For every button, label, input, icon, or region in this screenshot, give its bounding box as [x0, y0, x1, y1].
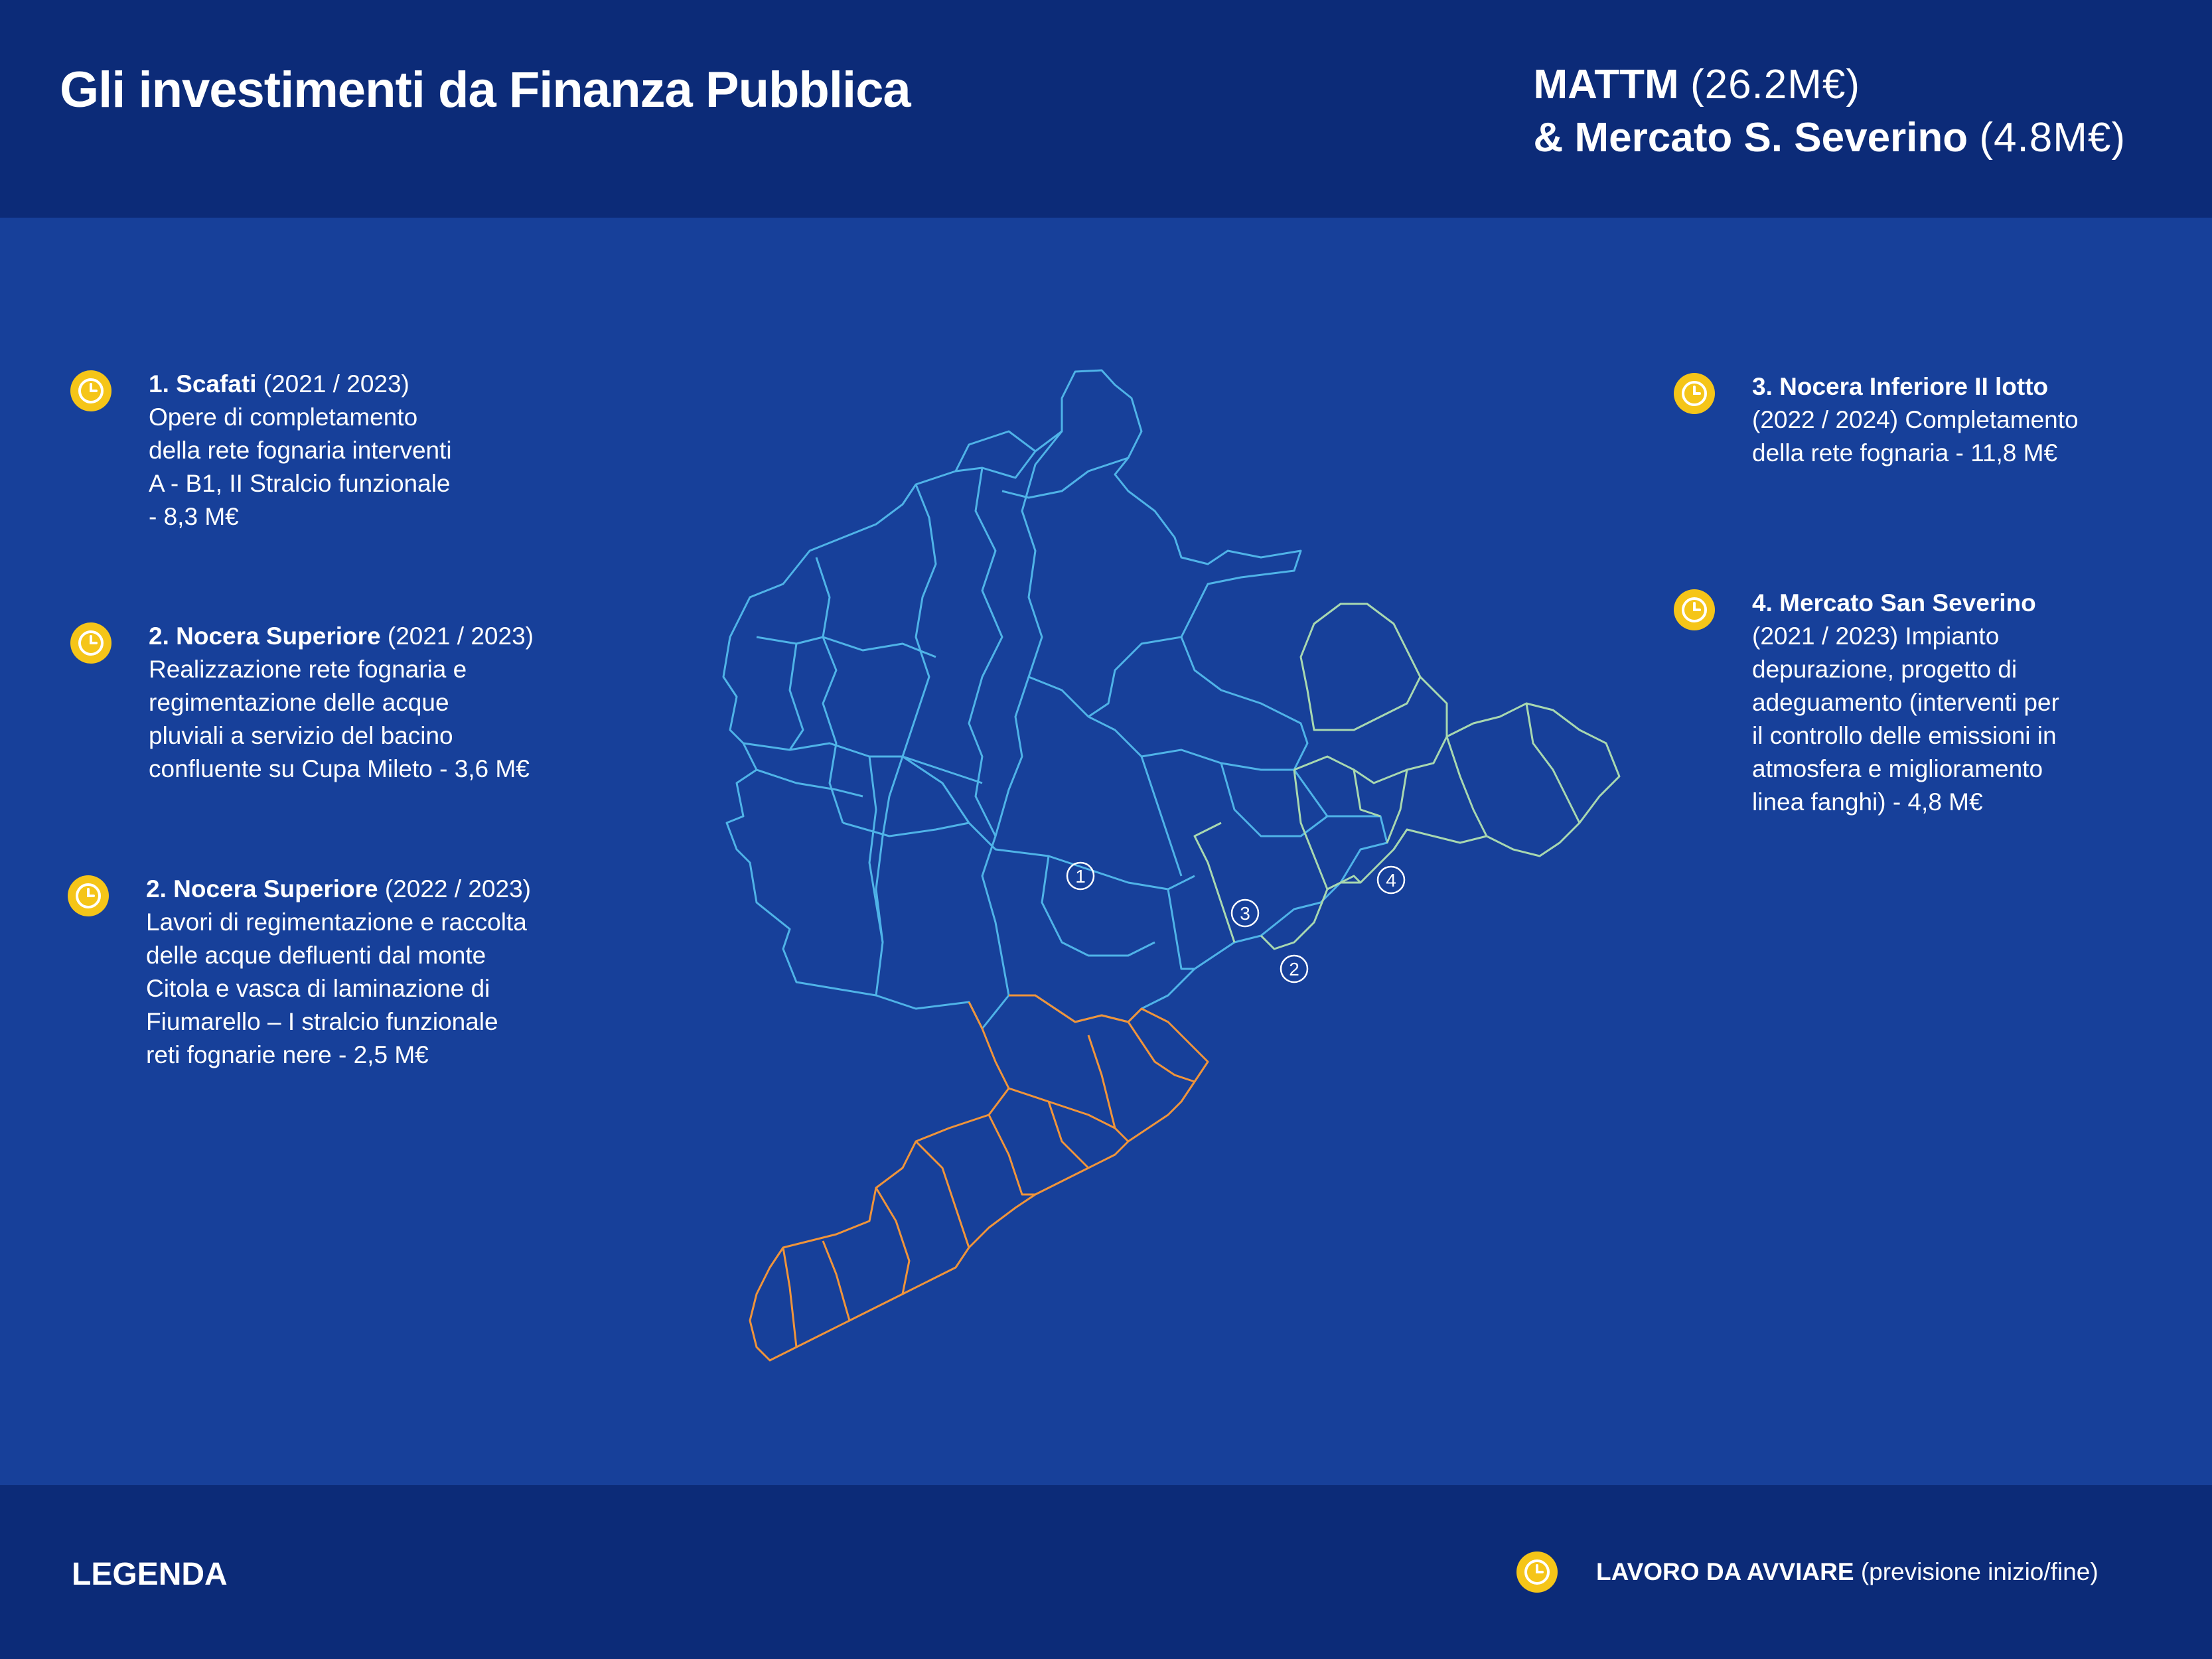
map-region-green — [1195, 604, 1619, 949]
project-text — [149, 368, 627, 534]
map-region-orange — [717, 995, 1208, 1394]
project-item-2 — [149, 620, 627, 786]
clock-icon — [1674, 589, 1715, 630]
project-desc-line: della rete fognaria - 11,8 M€ — [1752, 439, 2058, 467]
project-desc-line: regimentazione delle acque — [149, 689, 449, 716]
project-desc-line: - 8,3 M€ — [149, 503, 239, 530]
page-title: Gli investimenti da Finanza Pubblica — [60, 62, 911, 118]
project-desc-line: linea fanghi) - 4,8 M€ — [1752, 788, 1983, 816]
funding-amount: (4.8M€) — [1979, 115, 2126, 161]
header — [0, 0, 2212, 218]
funding-summary — [1533, 58, 2126, 165]
clock-icon — [70, 622, 111, 664]
legend-text — [1596, 1558, 2099, 1586]
svg-text:4: 4 — [1386, 870, 1396, 891]
project-item-3 — [146, 873, 624, 1072]
project-desc-line: Lavori di regimentazione e raccolta — [146, 908, 527, 936]
map-markers — [1067, 863, 1404, 982]
project-desc-line: pluviali a servizio del bacino — [149, 722, 453, 749]
project-years: (2021 / 2023) — [387, 622, 534, 650]
project-desc-line: il controllo delle emissioni in — [1752, 722, 2057, 749]
clock-icon — [1674, 373, 1715, 414]
project-item-4 — [1752, 370, 2212, 470]
project-desc-line: adeguamento (interventi per — [1752, 689, 2059, 716]
project-name: 1. Scafati — [149, 370, 257, 397]
project-desc-line: Citola e vasca di laminazione di — [146, 975, 490, 1002]
svg-text:2: 2 — [1289, 959, 1299, 979]
legend-title: LEGENDA — [72, 1557, 228, 1592]
funding-line-2 — [1533, 111, 2126, 165]
legend-bar — [0, 1485, 2212, 1659]
map-marker-4 — [1378, 867, 1404, 893]
project-text — [1752, 587, 2212, 819]
project-desc-line: A - B1, II Stralcio funzionale — [149, 470, 451, 497]
project-desc-line: (2022 / 2024) Completamento — [1752, 406, 2079, 433]
svg-text:3: 3 — [1240, 903, 1250, 924]
project-years: (2021 / 2023) — [263, 370, 409, 397]
project-name: 3. Nocera Inferiore II lotto — [1752, 373, 2049, 400]
project-years: (2022 / 2023) — [384, 875, 531, 902]
funding-source-name: & Mercato S. Severino — [1533, 115, 1968, 161]
project-name: 2. Nocera Superiore — [149, 622, 381, 650]
funding-line-1 — [1533, 58, 2126, 111]
map-marker-2 — [1281, 956, 1307, 982]
main-area — [0, 218, 2212, 1485]
project-item-1 — [149, 368, 627, 534]
project-desc-line: Fiumarello – I stralcio funzionale — [146, 1008, 498, 1035]
project-desc-line: Opere di completamento — [149, 403, 418, 431]
map-marker-3 — [1232, 900, 1258, 926]
legend-note: (previsione inizio/fine) — [1860, 1558, 2099, 1585]
project-desc-line: depurazione, progetto di — [1752, 656, 2018, 683]
legend-label: LAVORO DA AVVIARE — [1596, 1558, 1854, 1585]
project-desc-line: (2021 / 2023) Impianto — [1752, 622, 2000, 650]
project-text — [146, 873, 624, 1072]
funding-amount: (26.2M€) — [1690, 62, 1861, 108]
funding-source-name: MATTM — [1533, 62, 1679, 108]
clock-icon — [1516, 1551, 1558, 1593]
project-desc-line: reti fognarie nere - 2,5 M€ — [146, 1041, 429, 1068]
project-desc-line: confluente su Cupa Mileto - 3,6 M€ — [149, 755, 530, 782]
map-marker-1 — [1067, 863, 1094, 889]
project-desc-line: della rete fognaria interventi — [149, 437, 452, 464]
clock-icon — [68, 875, 109, 916]
project-text — [1752, 370, 2212, 470]
municipalities-map — [717, 358, 1633, 1407]
project-name: 2. Nocera Superiore — [146, 875, 378, 902]
clock-icon — [70, 370, 111, 411]
svg-text:1: 1 — [1075, 866, 1086, 887]
project-item-5 — [1752, 587, 2212, 819]
project-name: 4. Mercato San Severino — [1752, 589, 2036, 616]
project-text — [149, 620, 627, 786]
project-desc-line: Realizzazione rete fognaria e — [149, 656, 467, 683]
map-region-blue — [723, 370, 1387, 1029]
project-desc-line: delle acque defluenti dal monte — [146, 942, 486, 969]
project-desc-line: atmosfera e miglioramento — [1752, 755, 2043, 782]
